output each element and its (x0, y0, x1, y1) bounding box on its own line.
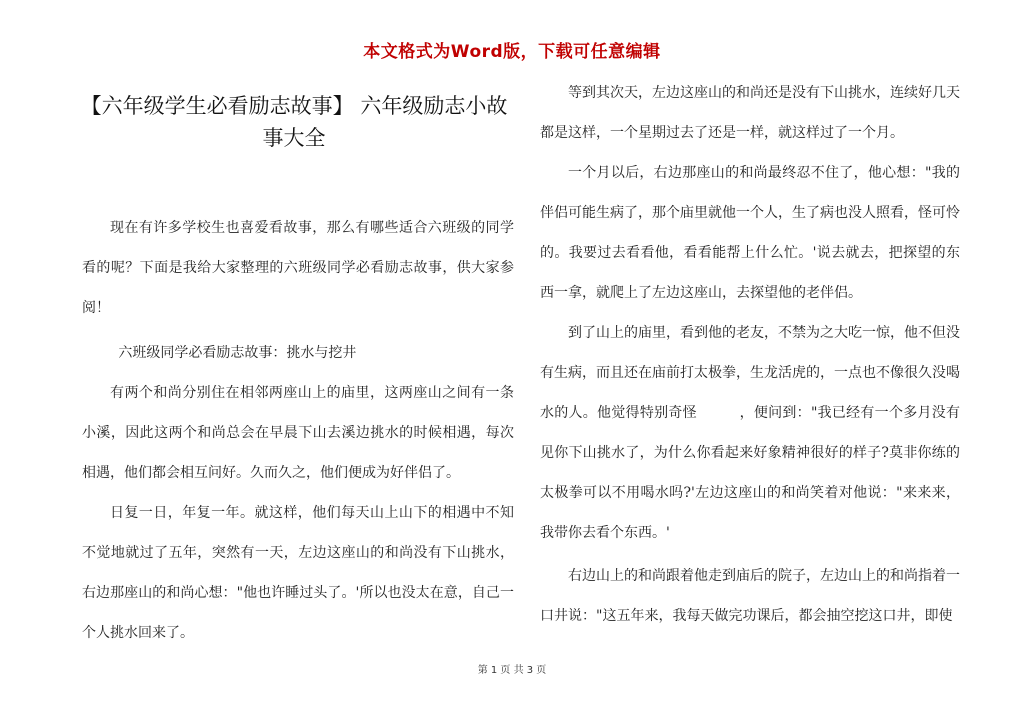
right-column (540, 0, 960, 650)
story-paragraph: 日复一日，年复一年。就这样，他们每天山上山下的相遇中不知不觉地就过了五年，突然有一天，左边这座山的和尚没有下山挑水，右边那座山的和尚心想："他也许睡过头了。'所以也没太在意，自己一个人挑水回来了。 (82, 505, 514, 641)
story-paragraph: 到了山上的庙里，看到他的老友，不禁为之大吃一惊，他不但没有生病，而且还在庙前打太极拳，生龙活虎的，一点也不像很久没喝水的人。他觉得特别奇怪 ，便问到："我已经有一个多月没有见你下山挑水了，为什么你看起来好象精神很好的样子?莫非你练的太极拳可以不用喝水吗?'左边这座山的和尚笑着对他说："来来来，我带你去看个东西。' (540, 325, 960, 541)
left-column (74, 0, 514, 650)
story-paragraph: 等到其次天，左边这座山的和尚还是没有下山挑水，连续好几天都是这样，一个星期过去了还是一样，就这样过了一个月。 (540, 85, 960, 141)
story-subtitle: 六班级同学必看励志故事：挑水与挖井 (118, 345, 357, 361)
word-format-banner: 本文格式为Word版，下载可任意编辑 (363, 42, 661, 62)
story-paragraph: 一个月以后，右边那座山的和尚最终忍不住了，他心想："我的伴侣可能生病了，那个庙里就他一个人，生了病也没人照看，怪可怜的。我要过去看看他，看看能帮上什么忙。'说去就去，把探望的东西一拿，就爬上了左边这座山，去探望他的老伴侣。 (540, 165, 960, 301)
intro-paragraph: 现在有许多学校生也喜爱看故事，那么有哪些适合六班级的同学看的呢？下面是我给大家整理的六班级同学必看励志故事，供大家参阅！ (82, 220, 514, 316)
document-title: 【六年级学生必看励志故事】 六年级励志小故事大全 (80, 94, 508, 150)
story-paragraph: 有两个和尚分别住在相邻两座山上的庙里，这两座山之间有一条小溪，因此这两个和尚总会在早晨下山去溪边挑水的时候相遇，每次相遇，他们都会相互问好。久而久之，他们便成为好伴侣了。 (82, 385, 514, 481)
story-paragraph: 右边山上的和尚跟着他走到庙后的院子，左边山上的和尚指着一口井说："这五年来，我每天做完功课后，都会抽空挖这口井，即使 (540, 568, 960, 624)
page-number-footer: 第 1 页 共 3 页 (477, 665, 547, 676)
